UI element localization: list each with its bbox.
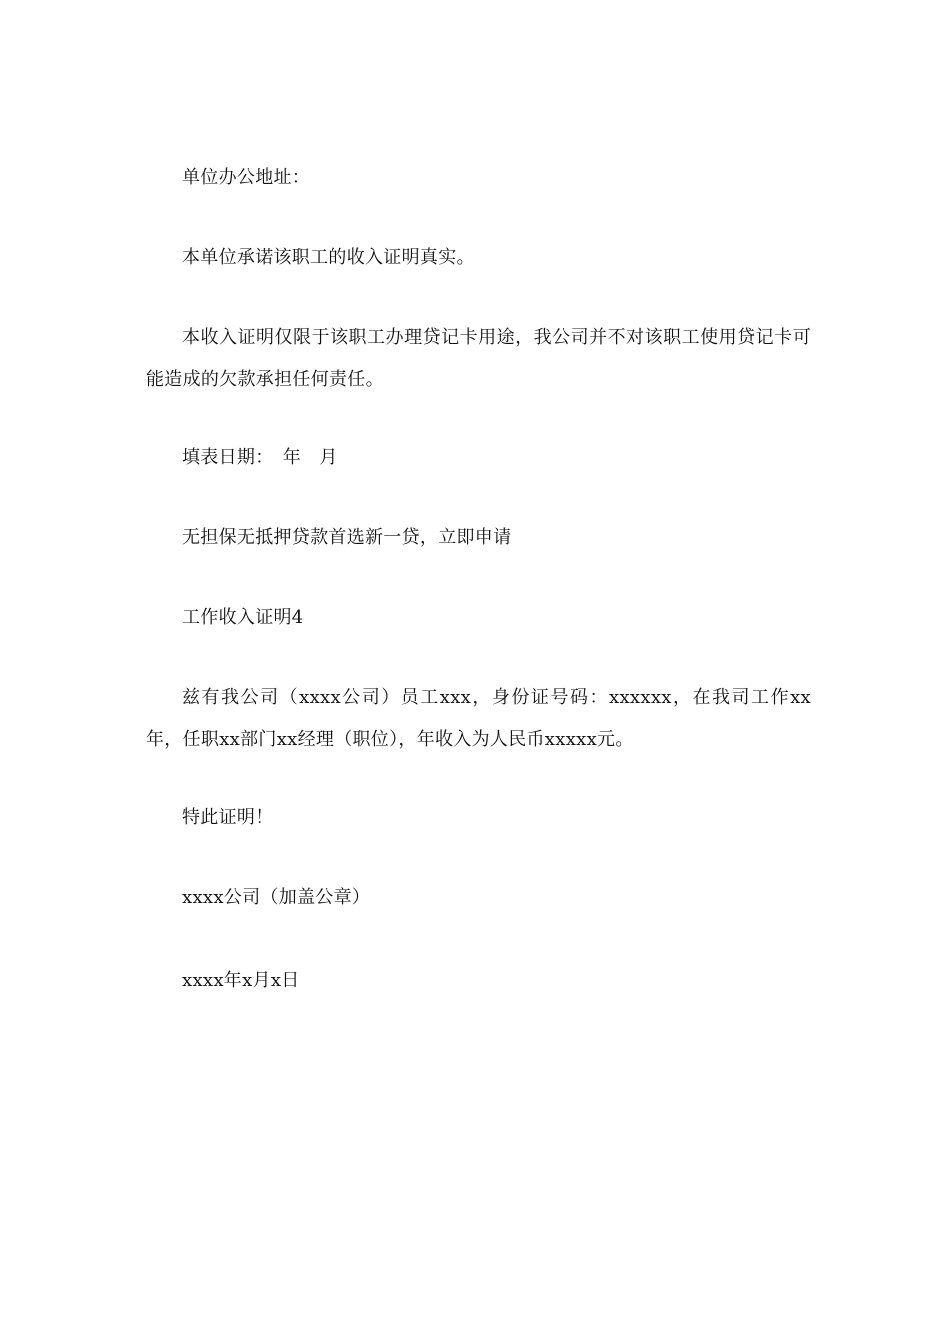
authenticity-commitment: 本单位承诺该职工的收入证明真实。	[182, 247, 475, 268]
section-title: 工作收入证明4	[182, 607, 304, 628]
signature-date-line: xxxx年x月x日	[182, 970, 300, 991]
fill-date-line: 填表日期： 年 月	[182, 447, 338, 468]
office-address-line: 单位办公地址：	[182, 167, 311, 188]
usage-limitation-paragraph: 本收入证明仅限于该职工办理贷记卡用途，我公司并不对该职工使用贷记卡可能造成的欠款承担任何责任。	[146, 327, 811, 390]
employment-income-paragraph: 兹有我公司（xxxx公司）员工xxx，身份证号码：xxxxxx，在我司工作xx年，任职xx部门xx经理（职位），年收入为人民币xxxxx元。	[146, 687, 811, 750]
certification-statement: 特此证明！	[182, 807, 274, 828]
company-seal-line: xxxx公司（加盖公章）	[182, 887, 371, 908]
loan-promo-line: 无担保无抵押贷款首选新一贷，立即申请	[182, 527, 512, 548]
